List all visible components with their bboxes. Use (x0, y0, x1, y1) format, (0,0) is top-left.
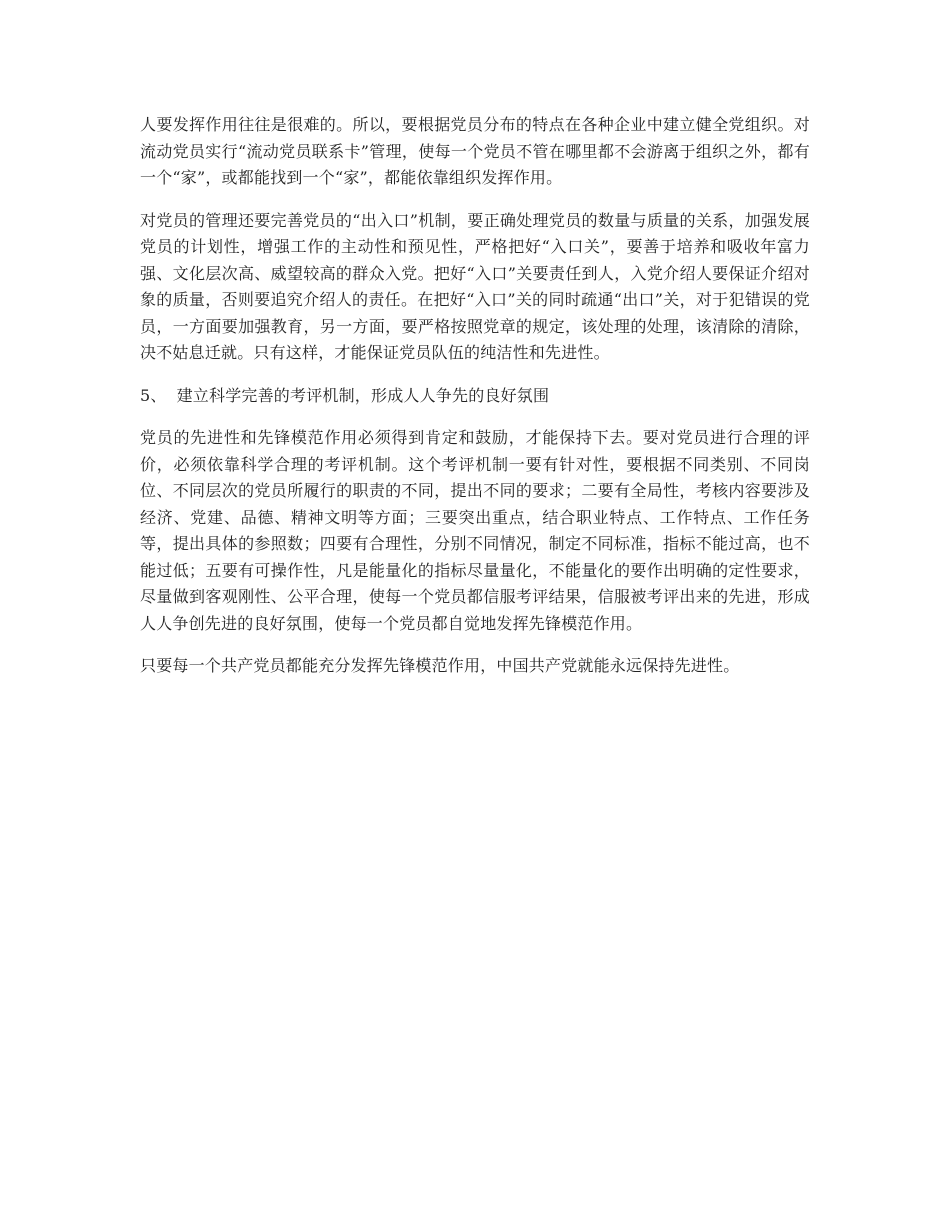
paragraph-organization: 人要发挥作用往往是很难的。所以，要根据党员分布的特点在各种企业中建立健全党组织。对流动党员实行“流动党员联系卡”管理，使每一个党员不管在哪里都不会游离于组织之外，都有一个“家”，或都能找到一个“家”，都能依靠组织发挥作用。 (140, 115, 810, 187)
section-number: 5、 (140, 385, 167, 405)
paragraph-membership-management: 对党员的管理还要完善党员的“出入口”机制，要正确处理党员的数量与质量的关系，加强发展党员的计划性，增强工作的主动性和预见性，严格把好“入口关”，要善于培养和吸收年富力强、文化层次高、威望较高的群众入党。把好“入口”关要责任到人，入党介绍人要保证介绍对象的质量，否则要追究介绍人的责任。在把好“入口”关的同时疏通“出口”关，对于犯错误的党员，一方面要加强教育，另一方面，要严格按照党章的规定，该处理的处理，该清除的清除，决不姑息迁就。只有这样，才能保证党员队伍的纯洁性和先进性。 (140, 210, 810, 362)
document-body (140, 112, 810, 696)
section-title: 建立科学完善的考评机制，形成人人争先的良好氛围 (176, 385, 550, 405)
section-heading (140, 383, 810, 410)
paragraph-conclusion: 只要每一个共产党员都能充分发挥先锋模范作用，中国共产党就能永远保持先进性。 (140, 656, 740, 675)
paragraph-evaluation-mechanism: 党员的先进性和先锋模范作用必须得到肯定和鼓励，才能保持下去。要对党员进行合理的评价，必须依靠科学合理的考评机制。这个考评机制一要有针对性，要根据不同类别、不同岗位、不同层次的党员所履行的职责的不同，提出不同的要求；二要有全局性，考核内容要涉及经济、党建、品德、精神文明等方面；三要突出重点，结合职业特点、工作特点、工作任务等，提出具体的参照数；四要有合理性，分别不同情况，制定不同标准，指标不能过高，也不能过低；五要有可操作性，凡是能量化的指标尽量量化，不能量化的要作出明确的定性要求，尽量做到客观刚性、公平合理，使每一个党员都信服考评结果，信服被考评出来的先进，形成人人争创先进的良好氛围，使每一个党员都自觉地发挥先锋模范作用。 (140, 428, 810, 633)
